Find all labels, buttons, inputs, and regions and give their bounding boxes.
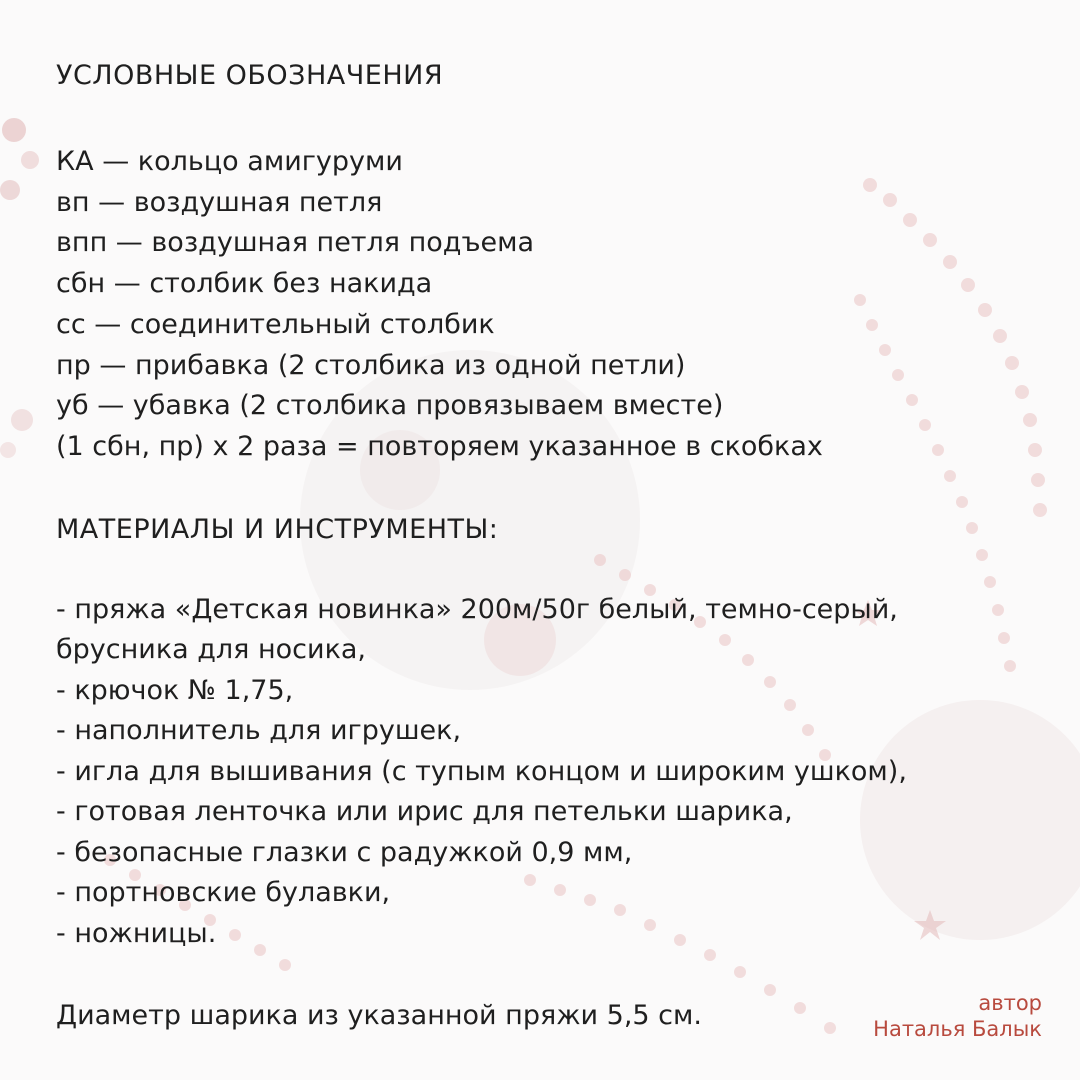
author-label: автор	[978, 991, 1042, 1015]
legend-item: пр — прибавка (2 столбика из одной петли)	[56, 349, 686, 381]
legend-item: впп — воздушная петля подъема	[56, 227, 535, 259]
legend-item: (1 сбн, пр) х 2 раза = повторяем указанное в скобках	[56, 430, 823, 462]
author-name: Наталья Балык	[873, 1017, 1042, 1041]
material-item: - портновские булавки,	[56, 877, 391, 909]
legend-item: КА — кольцо амигуруми	[56, 146, 403, 177]
legend-item: уб — убавка (2 столбика провязываем вместе)	[56, 390, 724, 422]
material-item: - игла для вышивания (с тупым концом и широким ушком),	[56, 755, 907, 787]
legend-title: УСЛОВНЫЕ ОБОЗНАЧЕНИЯ	[56, 60, 444, 91]
author-signature	[873, 990, 1042, 1042]
material-item: брусника для носика,	[56, 634, 366, 666]
ball-diameter-note: Диаметр шарика из указанной пряжи 5,5 см.	[56, 1000, 702, 1032]
legend-item: сбн — столбик без накида	[56, 268, 433, 300]
legend-list	[56, 142, 1046, 468]
material-item: - крючок № 1,75,	[56, 674, 294, 706]
materials-list	[56, 590, 1046, 955]
notation-document	[56, 58, 1046, 1063]
materials-title: МАТЕРИАЛЫ И ИНСТРУМЕНТЫ:	[56, 513, 499, 545]
material-item: - наполнитель для игрушек,	[56, 715, 462, 747]
material-item: - пряжа «Детская новинка» 200м/50г белый, темно-серый,	[56, 593, 898, 625]
material-item: - ножницы.	[56, 917, 217, 949]
legend-item: вп — воздушная петля	[56, 186, 383, 218]
legend-item: сс — соединительный столбик	[56, 308, 495, 340]
material-item: - готовая ленточка или ирис для петельки шарика,	[56, 796, 793, 828]
material-item: - безопасные глазки с радужкой 0,9 мм,	[56, 836, 633, 868]
